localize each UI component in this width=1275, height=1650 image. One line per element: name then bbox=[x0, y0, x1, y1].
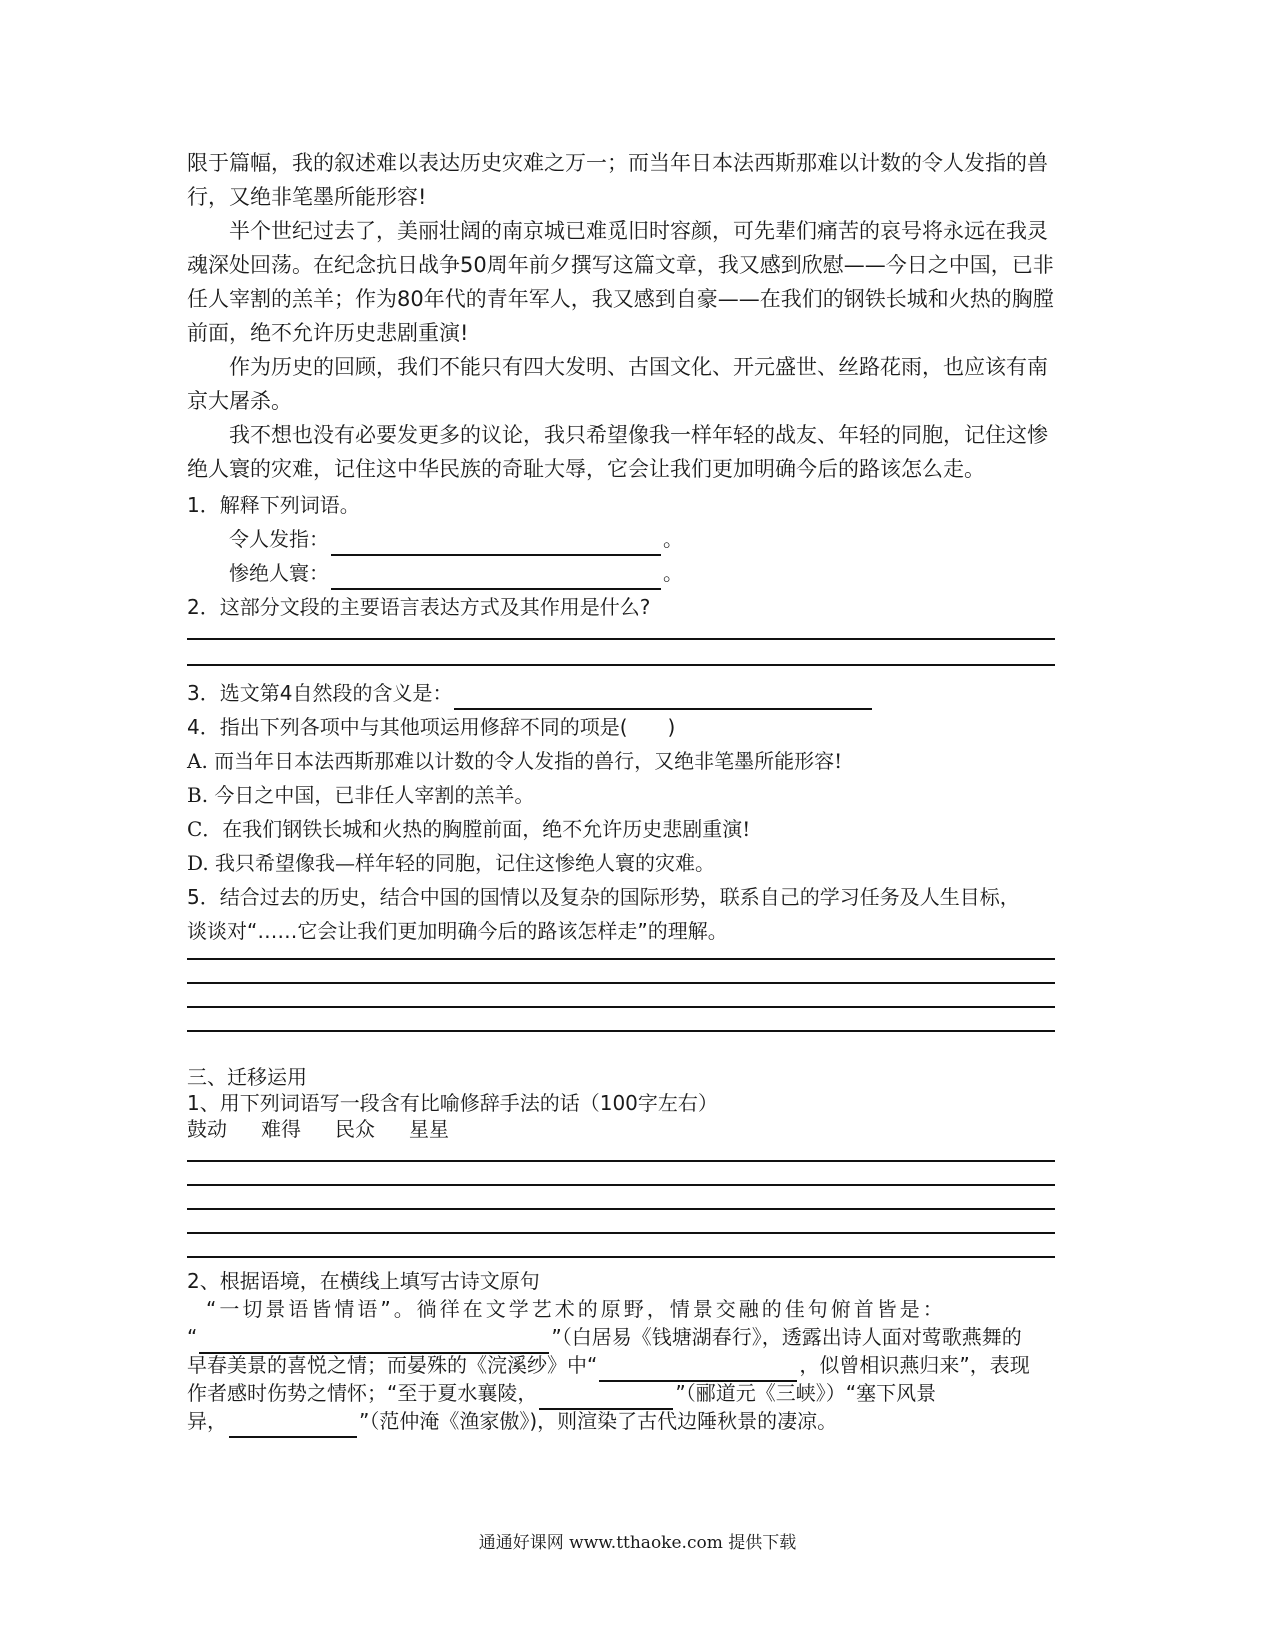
passage-line: 半个世纪过去了，美丽壮阔的南京城已难觅旧时容颜，可先辈们痛苦的哀号将永远在我灵 bbox=[229, 219, 1048, 243]
option-b: B. 今日之中国，已非任人宰割的羔羊。 bbox=[187, 783, 535, 807]
option-d: D. 我只希望像我—样年轻的同胞，记住这惨绝人寰的灾难。 bbox=[187, 851, 716, 875]
poem-text-part: 异， bbox=[187, 1409, 227, 1433]
word: 民众 bbox=[335, 1117, 375, 1141]
section-title: 三、迁移运用 bbox=[187, 1065, 307, 1089]
answer-line[interactable] bbox=[187, 638, 1055, 640]
question-3-text: 3．选文第4自然段的含义是： bbox=[187, 681, 453, 705]
answer-line[interactable] bbox=[187, 1184, 1055, 1186]
question-5-cont: 谈谈对“……它会让我们更加明确今后的路该怎样走”的理解。 bbox=[187, 919, 728, 943]
quote-open: “ bbox=[187, 1325, 198, 1349]
answer-blank[interactable] bbox=[331, 564, 661, 590]
passage-line: 前面，绝不允许历史悲剧重演! bbox=[187, 321, 469, 345]
passage-line: 作为历史的回顾，我们不能只有四大发明、古国文化、开元盛世、丝路花雨，也应该有南 bbox=[229, 355, 1048, 379]
answer-line[interactable] bbox=[187, 958, 1055, 960]
poem-text bbox=[187, 1404, 1067, 1438]
section3-question-1: 1、用下列词语写一段含有比喻修辞手法的话（100字左右） bbox=[187, 1091, 718, 1115]
question-1b bbox=[229, 556, 1109, 590]
answer-line[interactable] bbox=[187, 1256, 1055, 1258]
word: 鼓动 bbox=[187, 1117, 227, 1141]
word: 难得 bbox=[261, 1117, 301, 1141]
period: 。 bbox=[663, 527, 683, 551]
option-c: C．在我们钢铁长城和火热的胸膛前面，绝不允许历史悲剧重演! bbox=[187, 817, 751, 841]
word-list bbox=[187, 1112, 1067, 1146]
term-label: 惨绝人寰： bbox=[229, 561, 329, 585]
passage-line: 任人宰割的羔羊；作为80年代的青年军人，我又感到自豪——在我们的钢铁长城和火热的胸膛 bbox=[187, 287, 1054, 311]
answer-line[interactable] bbox=[187, 1030, 1055, 1032]
question-5: 5．结合过去的历史，结合中国的国情以及复杂的国际形势，联系自己的学习任务及人生目标， bbox=[187, 885, 1020, 909]
question-2: 2．这部分文段的主要语言表达方式及其作用是什么? bbox=[187, 595, 651, 619]
question-1a bbox=[229, 522, 1109, 556]
poem-text-part: 早春美景的喜悦之情；而晏殊的《浣溪纱》中“ bbox=[187, 1353, 598, 1377]
question-3 bbox=[187, 676, 1067, 710]
answer-line[interactable] bbox=[187, 1232, 1055, 1234]
poem-text-part: ，似曾相识燕归来”，表现 bbox=[799, 1353, 1030, 1377]
passage-line: 我不想也没有必要发更多的议论，我只希望像我一样年轻的战友、年轻的同胞，记住这惨 bbox=[229, 423, 1048, 447]
term-label: 令人发指： bbox=[229, 527, 329, 551]
poem-text-rest: ”（白居易《钱塘湖春行》，透露出诗人面对莺歌燕舞的 bbox=[551, 1325, 1022, 1349]
passage-line: 魂深处回荡。在纪念抗日战争50周年前夕撰写这篇文章，我又感到欣慰——今日之中国，已非 bbox=[187, 253, 1054, 277]
answer-line[interactable] bbox=[187, 982, 1055, 984]
poem-text-part: ”（郦道元《三峡》）“塞下风景 bbox=[675, 1381, 937, 1405]
question-1: 1．解释下列词语。 bbox=[187, 493, 360, 517]
poem-text-part: ”（范仲淹《渔家傲》)，则渲染了古代边陲秋景的凄凉。 bbox=[359, 1409, 838, 1433]
poem-text-part: 作者感时伤势之情怀；“至于夏水襄陵， bbox=[187, 1381, 538, 1405]
period: 。 bbox=[663, 561, 683, 585]
answer-line[interactable] bbox=[187, 1208, 1055, 1210]
answer-blank[interactable] bbox=[229, 1412, 357, 1438]
word: 星星 bbox=[409, 1117, 449, 1141]
poem-text: “一切景语皆情语”。徜徉在文学艺术的原野，情景交融的佳句俯首皆是： bbox=[206, 1297, 946, 1321]
passage-line: 行，又绝非笔墨所能形容! bbox=[187, 185, 427, 209]
answer-line[interactable] bbox=[187, 664, 1055, 666]
passage-line: 京大屠杀。 bbox=[187, 389, 292, 413]
answer-blank[interactable] bbox=[454, 684, 872, 710]
section3-question-2: 2、根据语境，在横线上填写古诗文原句 bbox=[187, 1269, 540, 1293]
answer-line[interactable] bbox=[187, 1160, 1055, 1162]
question-4: 4．指出下列各项中与其他项运用修辞不同的项是( ) bbox=[187, 715, 676, 739]
passage-line: 绝人寰的灾难，记住这中华民族的奇耻大辱，它会让我们更加明确今后的路该怎么走。 bbox=[187, 457, 985, 481]
answer-blank[interactable] bbox=[331, 530, 661, 556]
passage-line: 限于篇幅，我的叙述难以表达历史灾难之万一；而当年日本法西斯那难以计数的令人发指的兽 bbox=[187, 151, 1048, 175]
option-a: A. 而当年日本法西斯那难以计数的令人发指的兽行，又绝非笔墨所能形容! bbox=[187, 749, 843, 773]
footer: 通通好课网 www.tthaoke.com 提供下载 bbox=[478, 1533, 797, 1553]
answer-line[interactable] bbox=[187, 1006, 1055, 1008]
